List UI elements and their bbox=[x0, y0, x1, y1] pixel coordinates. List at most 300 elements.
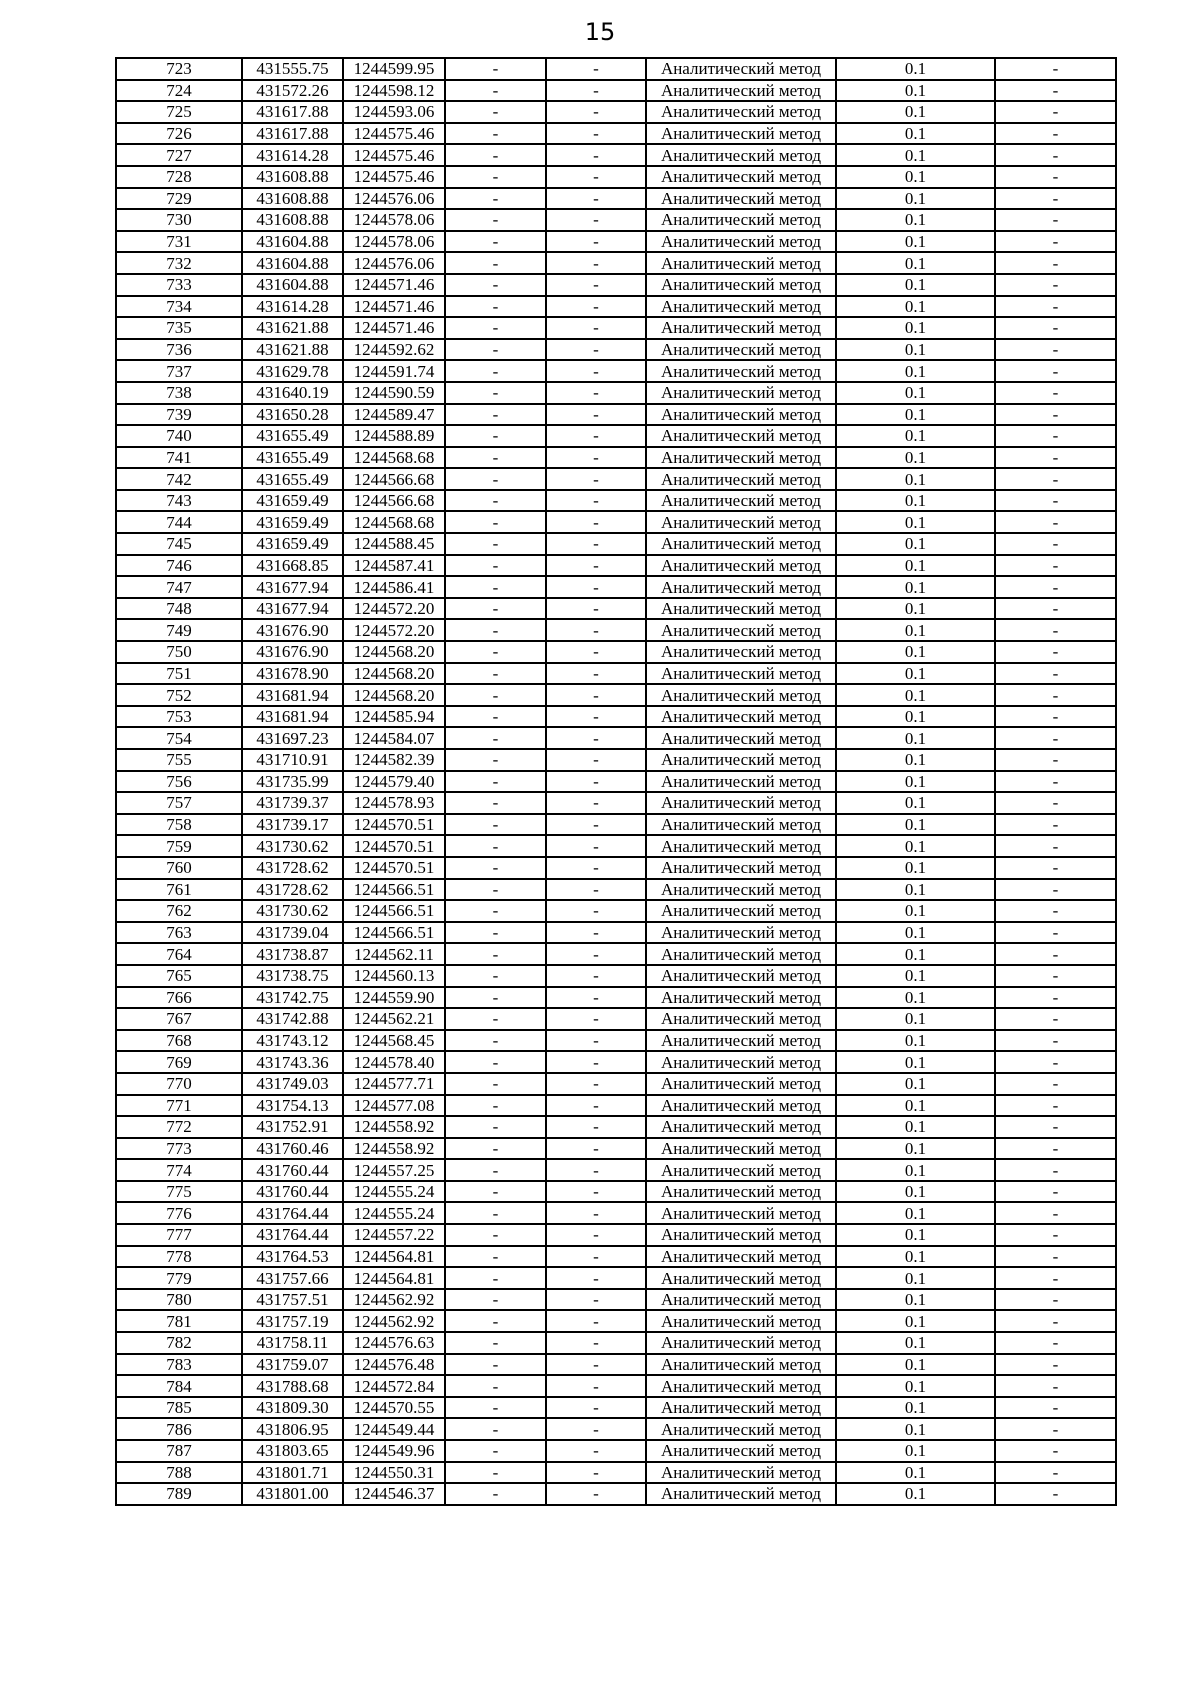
empty-value-cell: - bbox=[995, 404, 1116, 426]
empty-value-cell: - bbox=[995, 1310, 1116, 1332]
empty-value-cell: - bbox=[995, 749, 1116, 771]
y-coordinate-cell: 1244579.40 bbox=[343, 771, 445, 793]
empty-value-cell: - bbox=[445, 987, 546, 1009]
accuracy-cell: 0.1 bbox=[836, 468, 995, 490]
empty-value-cell: - bbox=[445, 1483, 546, 1505]
method-cell: Аналитический метод bbox=[646, 1440, 836, 1462]
table-row bbox=[116, 1440, 1116, 1462]
empty-value-cell: - bbox=[546, 576, 646, 598]
x-coordinate-cell: 431659.49 bbox=[242, 511, 343, 533]
empty-value-cell: - bbox=[546, 209, 646, 231]
point-number-cell: 729 bbox=[116, 188, 242, 210]
accuracy-cell: 0.1 bbox=[836, 900, 995, 922]
point-number-cell: 776 bbox=[116, 1202, 242, 1224]
empty-value-cell: - bbox=[995, 317, 1116, 339]
table-row bbox=[116, 1289, 1116, 1311]
accuracy-cell: 0.1 bbox=[836, 1073, 995, 1095]
empty-value-cell: - bbox=[445, 684, 546, 706]
x-coordinate-cell: 431730.62 bbox=[242, 900, 343, 922]
empty-value-cell: - bbox=[546, 1354, 646, 1376]
accuracy-cell: 0.1 bbox=[836, 857, 995, 879]
point-number-cell: 734 bbox=[116, 296, 242, 318]
empty-value-cell: - bbox=[995, 663, 1116, 685]
empty-value-cell: - bbox=[546, 1462, 646, 1484]
empty-value-cell: - bbox=[546, 1051, 646, 1073]
y-coordinate-cell: 1244568.45 bbox=[343, 1030, 445, 1052]
accuracy-cell: 0.1 bbox=[836, 1224, 995, 1246]
empty-value-cell: - bbox=[995, 339, 1116, 361]
empty-value-cell: - bbox=[445, 1440, 546, 1462]
table-row bbox=[116, 749, 1116, 771]
accuracy-cell: 0.1 bbox=[836, 1030, 995, 1052]
accuracy-cell: 0.1 bbox=[836, 598, 995, 620]
method-cell: Аналитический метод bbox=[646, 317, 836, 339]
empty-value-cell: - bbox=[995, 468, 1116, 490]
accuracy-cell: 0.1 bbox=[836, 80, 995, 102]
accuracy-cell: 0.1 bbox=[836, 58, 995, 80]
empty-value-cell: - bbox=[445, 1354, 546, 1376]
x-coordinate-cell: 431697.23 bbox=[242, 727, 343, 749]
table-row bbox=[116, 555, 1116, 577]
table-row bbox=[116, 58, 1116, 80]
point-number-cell: 724 bbox=[116, 80, 242, 102]
y-coordinate-cell: 1244549.44 bbox=[343, 1418, 445, 1440]
point-number-cell: 767 bbox=[116, 1008, 242, 1030]
empty-value-cell: - bbox=[995, 1440, 1116, 1462]
x-coordinate-cell: 431757.66 bbox=[242, 1267, 343, 1289]
empty-value-cell: - bbox=[546, 447, 646, 469]
method-cell: Аналитический метод bbox=[646, 468, 836, 490]
empty-value-cell: - bbox=[546, 274, 646, 296]
table-row bbox=[116, 339, 1116, 361]
method-cell: Аналитический метод bbox=[646, 987, 836, 1009]
empty-value-cell: - bbox=[995, 1462, 1116, 1484]
table-row bbox=[116, 209, 1116, 231]
method-cell: Аналитический метод bbox=[646, 296, 836, 318]
empty-value-cell: - bbox=[995, 123, 1116, 145]
accuracy-cell: 0.1 bbox=[836, 166, 995, 188]
y-coordinate-cell: 1244570.51 bbox=[343, 857, 445, 879]
table-row bbox=[116, 1073, 1116, 1095]
method-cell: Аналитический метод bbox=[646, 922, 836, 944]
empty-value-cell: - bbox=[995, 252, 1116, 274]
accuracy-cell: 0.1 bbox=[836, 490, 995, 512]
x-coordinate-cell: 431735.99 bbox=[242, 771, 343, 793]
empty-value-cell: - bbox=[995, 1095, 1116, 1117]
accuracy-cell: 0.1 bbox=[836, 1397, 995, 1419]
y-coordinate-cell: 1244575.46 bbox=[343, 123, 445, 145]
empty-value-cell: - bbox=[995, 1051, 1116, 1073]
method-cell: Аналитический метод bbox=[646, 663, 836, 685]
table-row bbox=[116, 1116, 1116, 1138]
empty-value-cell: - bbox=[995, 1073, 1116, 1095]
table-row bbox=[116, 144, 1116, 166]
x-coordinate-cell: 431806.95 bbox=[242, 1418, 343, 1440]
x-coordinate-cell: 431764.44 bbox=[242, 1224, 343, 1246]
x-coordinate-cell: 431764.44 bbox=[242, 1202, 343, 1224]
table-row bbox=[116, 80, 1116, 102]
point-number-cell: 786 bbox=[116, 1418, 242, 1440]
point-number-cell: 749 bbox=[116, 619, 242, 641]
accuracy-cell: 0.1 bbox=[836, 814, 995, 836]
y-coordinate-cell: 1244571.46 bbox=[343, 296, 445, 318]
table-row bbox=[116, 1181, 1116, 1203]
coordinates-table-body bbox=[116, 58, 1116, 1505]
y-coordinate-cell: 1244566.51 bbox=[343, 900, 445, 922]
x-coordinate-cell: 431742.88 bbox=[242, 1008, 343, 1030]
x-coordinate-cell: 431681.94 bbox=[242, 684, 343, 706]
method-cell: Аналитический метод bbox=[646, 404, 836, 426]
empty-value-cell: - bbox=[445, 296, 546, 318]
empty-value-cell: - bbox=[995, 922, 1116, 944]
empty-value-cell: - bbox=[546, 555, 646, 577]
empty-value-cell: - bbox=[445, 555, 546, 577]
point-number-cell: 758 bbox=[116, 814, 242, 836]
x-coordinate-cell: 431801.00 bbox=[242, 1483, 343, 1505]
empty-value-cell: - bbox=[445, 425, 546, 447]
empty-value-cell: - bbox=[995, 1397, 1116, 1419]
x-coordinate-cell: 431758.11 bbox=[242, 1332, 343, 1354]
method-cell: Аналитический метод bbox=[646, 965, 836, 987]
y-coordinate-cell: 1244558.92 bbox=[343, 1116, 445, 1138]
empty-value-cell: - bbox=[995, 80, 1116, 102]
point-number-cell: 769 bbox=[116, 1051, 242, 1073]
y-coordinate-cell: 1244576.63 bbox=[343, 1332, 445, 1354]
empty-value-cell: - bbox=[546, 58, 646, 80]
empty-value-cell: - bbox=[445, 922, 546, 944]
empty-value-cell: - bbox=[995, 706, 1116, 728]
x-coordinate-cell: 431604.88 bbox=[242, 231, 343, 253]
empty-value-cell: - bbox=[445, 943, 546, 965]
accuracy-cell: 0.1 bbox=[836, 447, 995, 469]
y-coordinate-cell: 1244572.20 bbox=[343, 619, 445, 641]
x-coordinate-cell: 431555.75 bbox=[242, 58, 343, 80]
method-cell: Аналитический метод bbox=[646, 684, 836, 706]
accuracy-cell: 0.1 bbox=[836, 360, 995, 382]
x-coordinate-cell: 431614.28 bbox=[242, 144, 343, 166]
empty-value-cell: - bbox=[995, 943, 1116, 965]
x-coordinate-cell: 431655.49 bbox=[242, 468, 343, 490]
table-row bbox=[116, 1202, 1116, 1224]
table-row bbox=[116, 922, 1116, 944]
point-number-cell: 748 bbox=[116, 598, 242, 620]
empty-value-cell: - bbox=[995, 1483, 1116, 1505]
empty-value-cell: - bbox=[546, 663, 646, 685]
accuracy-cell: 0.1 bbox=[836, 188, 995, 210]
accuracy-cell: 0.1 bbox=[836, 1440, 995, 1462]
table-row bbox=[116, 533, 1116, 555]
table-row bbox=[116, 727, 1116, 749]
empty-value-cell: - bbox=[445, 1073, 546, 1095]
table-row bbox=[116, 166, 1116, 188]
empty-value-cell: - bbox=[445, 1030, 546, 1052]
empty-value-cell: - bbox=[546, 1138, 646, 1160]
x-coordinate-cell: 431604.88 bbox=[242, 274, 343, 296]
table-row bbox=[116, 1310, 1116, 1332]
method-cell: Аналитический метод bbox=[646, 1224, 836, 1246]
method-cell: Аналитический метод bbox=[646, 1397, 836, 1419]
empty-value-cell: - bbox=[995, 814, 1116, 836]
y-coordinate-cell: 1244585.94 bbox=[343, 706, 445, 728]
empty-value-cell: - bbox=[445, 1310, 546, 1332]
method-cell: Аналитический метод bbox=[646, 80, 836, 102]
x-coordinate-cell: 431655.49 bbox=[242, 425, 343, 447]
empty-value-cell: - bbox=[995, 447, 1116, 469]
y-coordinate-cell: 1244555.24 bbox=[343, 1181, 445, 1203]
accuracy-cell: 0.1 bbox=[836, 576, 995, 598]
empty-value-cell: - bbox=[445, 1462, 546, 1484]
empty-value-cell: - bbox=[546, 792, 646, 814]
empty-value-cell: - bbox=[445, 1116, 546, 1138]
empty-value-cell: - bbox=[546, 771, 646, 793]
empty-value-cell: - bbox=[546, 1375, 646, 1397]
page-number: 15 bbox=[584, 18, 616, 46]
y-coordinate-cell: 1244564.81 bbox=[343, 1246, 445, 1268]
table-row bbox=[116, 447, 1116, 469]
empty-value-cell: - bbox=[546, 598, 646, 620]
y-coordinate-cell: 1244572.20 bbox=[343, 598, 445, 620]
y-coordinate-cell: 1244559.90 bbox=[343, 987, 445, 1009]
point-number-cell: 775 bbox=[116, 1181, 242, 1203]
point-number-cell: 788 bbox=[116, 1462, 242, 1484]
point-number-cell: 743 bbox=[116, 490, 242, 512]
y-coordinate-cell: 1244592.62 bbox=[343, 339, 445, 361]
method-cell: Аналитический метод bbox=[646, 511, 836, 533]
table-row bbox=[116, 576, 1116, 598]
point-number-cell: 756 bbox=[116, 771, 242, 793]
table-row bbox=[116, 1418, 1116, 1440]
method-cell: Аналитический метод bbox=[646, 771, 836, 793]
empty-value-cell: - bbox=[995, 1030, 1116, 1052]
empty-value-cell: - bbox=[445, 360, 546, 382]
table-row bbox=[116, 987, 1116, 1009]
empty-value-cell: - bbox=[445, 1181, 546, 1203]
empty-value-cell: - bbox=[546, 684, 646, 706]
empty-value-cell: - bbox=[445, 511, 546, 533]
x-coordinate-cell: 431760.44 bbox=[242, 1181, 343, 1203]
accuracy-cell: 0.1 bbox=[836, 987, 995, 1009]
accuracy-cell: 0.1 bbox=[836, 1202, 995, 1224]
y-coordinate-cell: 1244566.68 bbox=[343, 490, 445, 512]
empty-value-cell: - bbox=[546, 987, 646, 1009]
method-cell: Аналитический метод bbox=[646, 1310, 836, 1332]
table-row bbox=[116, 792, 1116, 814]
method-cell: Аналитический метод bbox=[646, 943, 836, 965]
accuracy-cell: 0.1 bbox=[836, 1267, 995, 1289]
x-coordinate-cell: 431760.46 bbox=[242, 1138, 343, 1160]
accuracy-cell: 0.1 bbox=[836, 943, 995, 965]
x-coordinate-cell: 431803.65 bbox=[242, 1440, 343, 1462]
x-coordinate-cell: 431728.62 bbox=[242, 857, 343, 879]
table-row bbox=[116, 835, 1116, 857]
accuracy-cell: 0.1 bbox=[836, 555, 995, 577]
empty-value-cell: - bbox=[445, 339, 546, 361]
point-number-cell: 779 bbox=[116, 1267, 242, 1289]
empty-value-cell: - bbox=[445, 1095, 546, 1117]
table-row bbox=[116, 468, 1116, 490]
y-coordinate-cell: 1244555.24 bbox=[343, 1202, 445, 1224]
point-number-cell: 728 bbox=[116, 166, 242, 188]
x-coordinate-cell: 431710.91 bbox=[242, 749, 343, 771]
table-row bbox=[116, 1267, 1116, 1289]
empty-value-cell: - bbox=[546, 619, 646, 641]
method-cell: Аналитический метод bbox=[646, 835, 836, 857]
accuracy-cell: 0.1 bbox=[836, 317, 995, 339]
y-coordinate-cell: 1244588.89 bbox=[343, 425, 445, 447]
x-coordinate-cell: 431655.49 bbox=[242, 447, 343, 469]
table-row bbox=[116, 1224, 1116, 1246]
empty-value-cell: - bbox=[546, 749, 646, 771]
x-coordinate-cell: 431617.88 bbox=[242, 101, 343, 123]
empty-value-cell: - bbox=[995, 511, 1116, 533]
empty-value-cell: - bbox=[546, 490, 646, 512]
empty-value-cell: - bbox=[546, 317, 646, 339]
empty-value-cell: - bbox=[995, 1202, 1116, 1224]
empty-value-cell: - bbox=[995, 1418, 1116, 1440]
empty-value-cell: - bbox=[546, 1008, 646, 1030]
y-coordinate-cell: 1244568.20 bbox=[343, 663, 445, 685]
point-number-cell: 780 bbox=[116, 1289, 242, 1311]
point-number-cell: 738 bbox=[116, 382, 242, 404]
empty-value-cell: - bbox=[445, 468, 546, 490]
empty-value-cell: - bbox=[995, 555, 1116, 577]
method-cell: Аналитический метод bbox=[646, 1116, 836, 1138]
table-row bbox=[116, 123, 1116, 145]
x-coordinate-cell: 431743.12 bbox=[242, 1030, 343, 1052]
x-coordinate-cell: 431681.94 bbox=[242, 706, 343, 728]
accuracy-cell: 0.1 bbox=[836, 511, 995, 533]
x-coordinate-cell: 431752.91 bbox=[242, 1116, 343, 1138]
empty-value-cell: - bbox=[995, 166, 1116, 188]
empty-value-cell: - bbox=[445, 814, 546, 836]
table-row bbox=[116, 1375, 1116, 1397]
accuracy-cell: 0.1 bbox=[836, 771, 995, 793]
point-number-cell: 739 bbox=[116, 404, 242, 426]
empty-value-cell: - bbox=[995, 231, 1116, 253]
empty-value-cell: - bbox=[546, 879, 646, 901]
point-number-cell: 723 bbox=[116, 58, 242, 80]
empty-value-cell: - bbox=[546, 1116, 646, 1138]
method-cell: Аналитический метод bbox=[646, 555, 836, 577]
x-coordinate-cell: 431801.71 bbox=[242, 1462, 343, 1484]
point-number-cell: 774 bbox=[116, 1159, 242, 1181]
empty-value-cell: - bbox=[445, 404, 546, 426]
empty-value-cell: - bbox=[445, 1202, 546, 1224]
method-cell: Аналитический метод bbox=[646, 619, 836, 641]
method-cell: Аналитический метод bbox=[646, 1246, 836, 1268]
empty-value-cell: - bbox=[445, 1375, 546, 1397]
method-cell: Аналитический метод bbox=[646, 857, 836, 879]
y-coordinate-cell: 1244577.08 bbox=[343, 1095, 445, 1117]
method-cell: Аналитический метод bbox=[646, 425, 836, 447]
x-coordinate-cell: 431608.88 bbox=[242, 209, 343, 231]
table-row bbox=[116, 1030, 1116, 1052]
accuracy-cell: 0.1 bbox=[836, 1159, 995, 1181]
method-cell: Аналитический метод bbox=[646, 1159, 836, 1181]
y-coordinate-cell: 1244558.92 bbox=[343, 1138, 445, 1160]
empty-value-cell: - bbox=[546, 965, 646, 987]
empty-value-cell: - bbox=[995, 382, 1116, 404]
empty-value-cell: - bbox=[995, 296, 1116, 318]
x-coordinate-cell: 431659.49 bbox=[242, 490, 343, 512]
empty-value-cell: - bbox=[445, 749, 546, 771]
point-number-cell: 759 bbox=[116, 835, 242, 857]
point-number-cell: 750 bbox=[116, 641, 242, 663]
point-number-cell: 733 bbox=[116, 274, 242, 296]
accuracy-cell: 0.1 bbox=[836, 663, 995, 685]
empty-value-cell: - bbox=[445, 835, 546, 857]
empty-value-cell: - bbox=[445, 80, 546, 102]
empty-value-cell: - bbox=[546, 1397, 646, 1419]
method-cell: Аналитический метод bbox=[646, 1202, 836, 1224]
coordinates-table bbox=[115, 57, 1117, 1506]
accuracy-cell: 0.1 bbox=[836, 296, 995, 318]
accuracy-cell: 0.1 bbox=[836, 1375, 995, 1397]
empty-value-cell: - bbox=[546, 835, 646, 857]
empty-value-cell: - bbox=[995, 792, 1116, 814]
method-cell: Аналитический метод bbox=[646, 1008, 836, 1030]
accuracy-cell: 0.1 bbox=[836, 123, 995, 145]
point-number-cell: 755 bbox=[116, 749, 242, 771]
method-cell: Аналитический метод bbox=[646, 1332, 836, 1354]
table-row bbox=[116, 360, 1116, 382]
method-cell: Аналитический метод bbox=[646, 382, 836, 404]
accuracy-cell: 0.1 bbox=[836, 1310, 995, 1332]
x-coordinate-cell: 431640.19 bbox=[242, 382, 343, 404]
empty-value-cell: - bbox=[546, 123, 646, 145]
empty-value-cell: - bbox=[546, 1310, 646, 1332]
method-cell: Аналитический метод bbox=[646, 879, 836, 901]
empty-value-cell: - bbox=[995, 360, 1116, 382]
x-coordinate-cell: 431764.53 bbox=[242, 1246, 343, 1268]
empty-value-cell: - bbox=[445, 771, 546, 793]
table-row bbox=[116, 231, 1116, 253]
empty-value-cell: - bbox=[995, 835, 1116, 857]
point-number-cell: 765 bbox=[116, 965, 242, 987]
point-number-cell: 781 bbox=[116, 1310, 242, 1332]
y-coordinate-cell: 1244576.06 bbox=[343, 252, 445, 274]
y-coordinate-cell: 1244562.92 bbox=[343, 1310, 445, 1332]
table-row bbox=[116, 382, 1116, 404]
empty-value-cell: - bbox=[995, 1159, 1116, 1181]
point-number-cell: 753 bbox=[116, 706, 242, 728]
method-cell: Аналитический метод bbox=[646, 792, 836, 814]
accuracy-cell: 0.1 bbox=[836, 274, 995, 296]
empty-value-cell: - bbox=[445, 1246, 546, 1268]
accuracy-cell: 0.1 bbox=[836, 641, 995, 663]
empty-value-cell: - bbox=[445, 188, 546, 210]
empty-value-cell: - bbox=[995, 598, 1116, 620]
empty-value-cell: - bbox=[445, 1008, 546, 1030]
x-coordinate-cell: 431659.49 bbox=[242, 533, 343, 555]
method-cell: Аналитический метод bbox=[646, 641, 836, 663]
point-number-cell: 782 bbox=[116, 1332, 242, 1354]
empty-value-cell: - bbox=[995, 857, 1116, 879]
empty-value-cell: - bbox=[995, 533, 1116, 555]
empty-value-cell: - bbox=[546, 943, 646, 965]
accuracy-cell: 0.1 bbox=[836, 339, 995, 361]
empty-value-cell: - bbox=[546, 1418, 646, 1440]
x-coordinate-cell: 431809.30 bbox=[242, 1397, 343, 1419]
empty-value-cell: - bbox=[445, 1138, 546, 1160]
table-row bbox=[116, 1159, 1116, 1181]
point-number-cell: 732 bbox=[116, 252, 242, 274]
accuracy-cell: 0.1 bbox=[836, 792, 995, 814]
y-coordinate-cell: 1244589.47 bbox=[343, 404, 445, 426]
y-coordinate-cell: 1244568.68 bbox=[343, 447, 445, 469]
empty-value-cell: - bbox=[546, 1095, 646, 1117]
x-coordinate-cell: 431743.36 bbox=[242, 1051, 343, 1073]
